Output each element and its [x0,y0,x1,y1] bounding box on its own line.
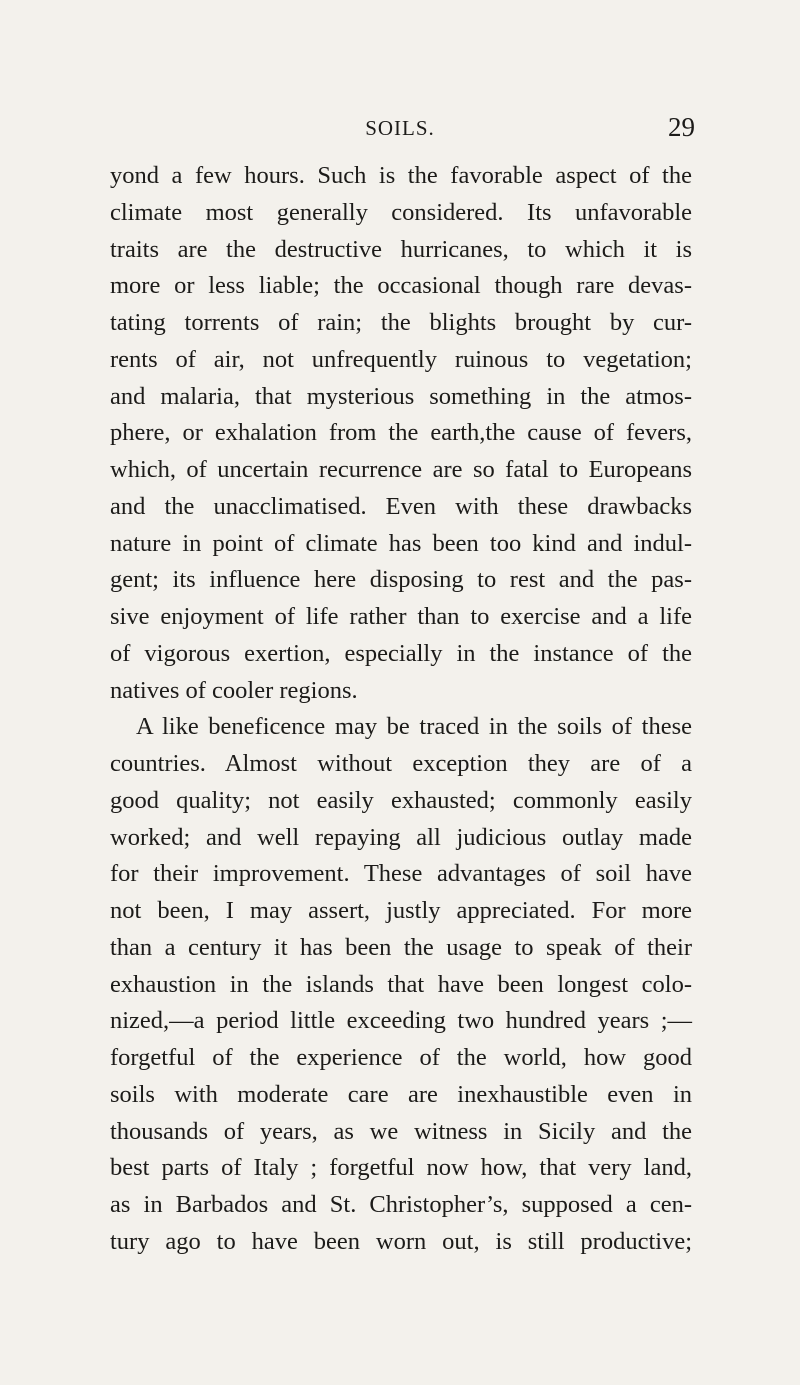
body-text [110,158,692,1261]
text-line: gent; its influence here disposing to rest and the pas- [110,566,692,594]
text-line: and malaria, that mysterious something in the atmos- [110,382,692,410]
text-line: phere, or exhalation from the earth,the cause of fevers, [110,419,692,447]
text-line: forgetful of the experience of the world, how good [110,1044,692,1071]
text-line: as in Barbados and St. Christopher’s, supposed a cen- [110,1191,692,1218]
text-line: best parts of Italy ; forgetful now how, that very land, [110,1154,692,1182]
text-line: rents of air, not unfrequently ruinous to vegetation; [110,345,692,373]
text-line: and the unacclimatised. Even with these drawbacks [110,492,692,520]
text-line: thousands of years, as we witness in Sicily and the [110,1117,692,1145]
text-line: not been, I may assert, justly appreciated. For more [110,897,692,924]
text-line: exhaustion in the islands that have been longest colo- [110,970,692,998]
text-line: soils with moderate care are inexhaustible even in [110,1080,692,1108]
text-line: yond a few hours. Such is the favorable aspect of the [110,162,692,189]
text-line: nized,—a period little exceeding two hundred years ;— [110,1007,692,1035]
running-title: SOILS. [365,116,435,140]
text-line: sive enjoyment of life rather than to exercise and a life [110,603,692,630]
text-line: good quality; not easily exhausted; commonly easily [110,786,692,814]
text-line: natives of cooler regions. [110,676,358,704]
text-line: tury ago to have been worn out, is still productive; [110,1227,692,1255]
text-line: A like beneficence may be traced in the soils of these [136,713,692,741]
text-line: tating torrents of rain; the blights brought by cur- [110,309,692,336]
text-line: than a century it has been the usage to speak of their [110,933,692,961]
text-line: worked; and well repaying all judicious outlay made [110,823,692,851]
running-head [0,112,800,142]
text-line: traits are the destructive hurricanes, to which it is [110,235,692,263]
text-line: nature in point of climate has been too kind and indul- [110,529,692,557]
page-number: 29 [668,112,695,142]
text-line: of vigorous exertion, especially in the instance of the [110,639,692,667]
text-line: which, of uncertain recurrence are so fatal to Europeans [110,456,692,483]
text-line: countries. Almost without exception they are of a [110,750,692,777]
text-line: more or less liable; the occasional though rare devas- [110,272,692,300]
text-line: for their improvement. These advantages of soil have [110,860,692,888]
text-line: climate most generally considered. Its unfavorable [110,198,692,226]
